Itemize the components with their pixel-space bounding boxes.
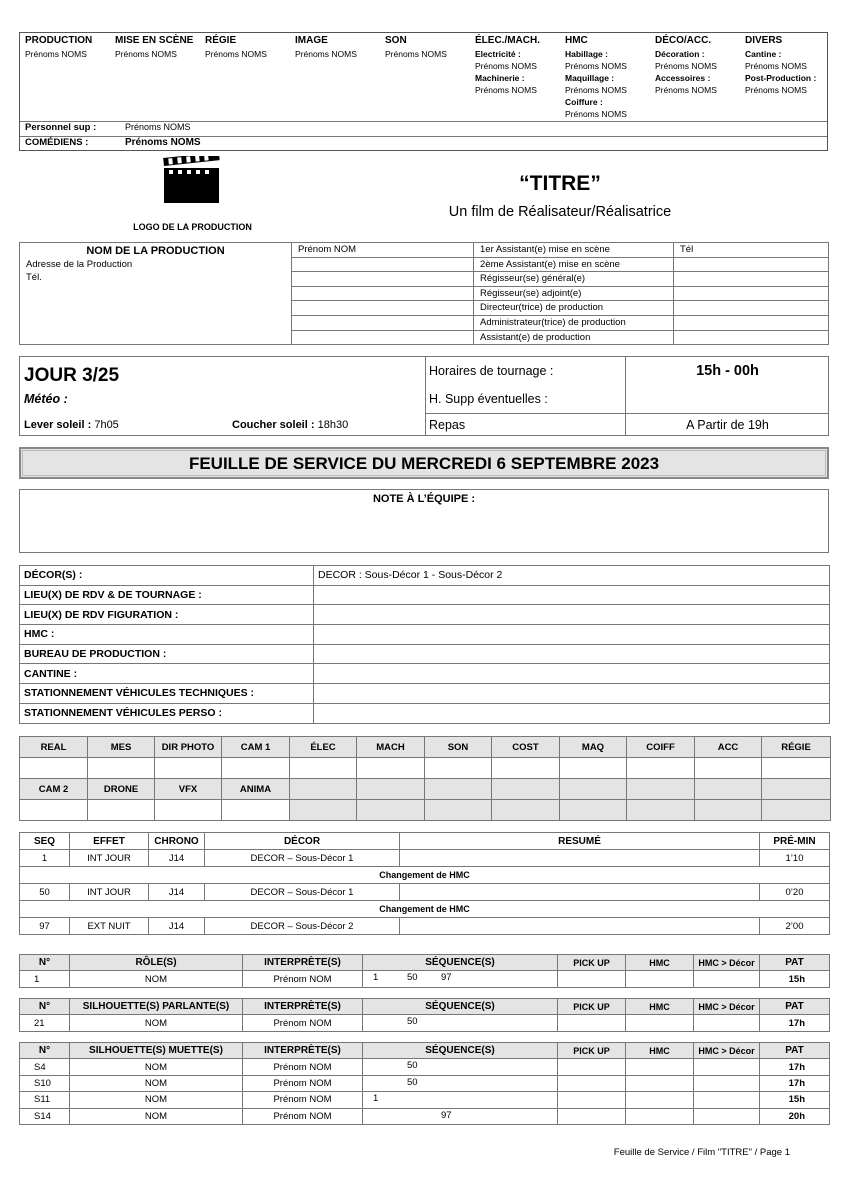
cast-column-header: RÔLE(S)	[70, 955, 243, 971]
sequences-header	[20, 833, 830, 850]
location-value	[314, 625, 830, 645]
department-call-time	[560, 758, 627, 779]
sunrise: Lever soleil : 7h05	[24, 419, 119, 431]
cast-row	[20, 1092, 830, 1108]
department-header: MACH	[357, 737, 425, 758]
cast-pickup	[558, 1092, 626, 1108]
contact-tel	[674, 257, 829, 272]
cast-pat: 17h	[760, 1015, 830, 1031]
cast-hmc-decor	[694, 1108, 760, 1124]
cast-pickup	[558, 1075, 626, 1091]
location-label: HMC :	[20, 625, 314, 645]
crew-line: Maquillage :	[565, 73, 615, 83]
location-label: LIEU(X) DE RDV FIGURATION :	[20, 605, 314, 625]
cast-actor: Prénom NOM	[243, 1092, 363, 1108]
cast-column-header: SÉQUENCE(S)	[363, 955, 558, 971]
location-value: DECOR : Sous-Décor 1 - Sous-Décor 2	[314, 566, 830, 586]
cast-row	[20, 1059, 830, 1075]
actors-value: Prénoms NOMS	[125, 137, 201, 148]
cast-sequences	[363, 1015, 558, 1031]
cast-hmc	[626, 1092, 694, 1108]
cast-sequences	[363, 1075, 558, 1091]
contact-role: Assistant(e) de production	[474, 330, 674, 345]
crew-line: Prénoms NOMS	[475, 61, 537, 71]
cast-hmc-decor	[694, 971, 760, 987]
hmc-change-row	[20, 901, 830, 918]
department-header: VFX	[155, 779, 222, 800]
department-header: ANIMA	[222, 779, 290, 800]
crew-list	[19, 32, 828, 151]
location-value	[314, 703, 830, 723]
shooting-hours: 15h - 00h	[696, 363, 759, 379]
cast-hmc-decor	[694, 1092, 760, 1108]
contact-tel	[674, 272, 829, 287]
crew-column	[655, 33, 717, 96]
department-call-time	[492, 800, 560, 821]
department-row	[20, 737, 831, 758]
sequence-chrono: J14	[149, 918, 205, 935]
sunset: Coucher soleil : 18h30	[232, 419, 349, 431]
department-header: SON	[425, 737, 492, 758]
crew-column-head: SON	[385, 35, 407, 46]
contact-name	[292, 257, 474, 272]
cast-number: 1	[20, 971, 70, 987]
crew-line: Prénoms NOMS	[565, 109, 627, 119]
sequence-chrono: J14	[149, 884, 205, 901]
contact-role: 2ème Assistant(e) mise en scène	[474, 257, 674, 272]
cast-column-header: HMC	[626, 955, 694, 971]
cast-hmc	[626, 971, 694, 987]
contact-tel	[674, 330, 829, 345]
sequence-premin: 0’20	[760, 884, 830, 901]
day-info	[19, 356, 829, 436]
departments-table	[19, 736, 831, 821]
department-header	[290, 779, 357, 800]
cast-table	[19, 998, 830, 1032]
meal-time: A Partir de 19h	[686, 418, 769, 432]
location-row	[20, 644, 830, 664]
cast-number: S4	[20, 1059, 70, 1075]
department-call-time	[222, 800, 290, 821]
crew-line: Prénoms NOMS	[295, 49, 357, 59]
department-call-row	[20, 758, 831, 779]
cast-actor: Prénom NOM	[243, 1015, 363, 1031]
crew-column	[25, 33, 92, 60]
crew-column-head: IMAGE	[295, 35, 328, 46]
location-label: STATIONNEMENT VÉHICULES PERSO :	[20, 703, 314, 723]
cast-sequence: 50	[407, 972, 418, 984]
department-call-time	[88, 800, 155, 821]
cast-role: NOM	[70, 1075, 243, 1091]
department-call-time	[762, 800, 831, 821]
crew-line: Prénoms NOMS	[475, 85, 537, 95]
weather-label: Météo :	[24, 392, 68, 406]
cast-role: NOM	[70, 971, 243, 987]
department-header	[425, 779, 492, 800]
locations-table	[19, 565, 830, 724]
production-info	[20, 243, 292, 345]
cast-sequence: 50	[407, 1016, 418, 1028]
crew-line: Prénoms NOMS	[655, 61, 717, 71]
department-call-time	[155, 758, 222, 779]
location-value	[314, 605, 830, 625]
cast-column-header: INTERPRÈTE(S)	[243, 955, 363, 971]
department-header: DIR PHOTO	[155, 737, 222, 758]
crew-column-head: PRODUCTION	[25, 35, 93, 46]
department-header: ÉLEC	[290, 737, 357, 758]
crew-column-head: HMC	[565, 35, 588, 46]
cast-column-header: PAT	[760, 955, 830, 971]
cast-actor: Prénom NOM	[243, 1059, 363, 1075]
sequence-column-header: SEQ	[20, 833, 70, 850]
crew-line: Prénoms NOMS	[115, 49, 177, 59]
department-header: DRONE	[88, 779, 155, 800]
contact-name	[292, 315, 474, 330]
cast-role: NOM	[70, 1015, 243, 1031]
location-row	[20, 684, 830, 704]
sequence-column-header: EFFET	[70, 833, 149, 850]
sequence-row	[20, 884, 830, 901]
sequence-resume	[400, 884, 760, 901]
department-header: CAM 1	[222, 737, 290, 758]
location-row	[20, 585, 830, 605]
cast-column-header: SILHOUETTE(S) PARLANTE(S)	[70, 999, 243, 1015]
location-label: LIEU(X) DE RDV & DE TOURNAGE :	[20, 585, 314, 605]
sequence-chrono: J14	[149, 850, 205, 867]
hmc-change-row	[20, 867, 830, 884]
cast-column-header: INTERPRÈTE(S)	[243, 1043, 363, 1059]
location-label: STATIONNEMENT VÉHICULES TECHNIQUES :	[20, 684, 314, 704]
sequence-decor: DECOR – Sous-Décor 2	[205, 918, 400, 935]
crew-line: Machinerie :	[475, 73, 525, 83]
cast-table	[19, 954, 830, 988]
cast-role: NOM	[70, 1092, 243, 1108]
contact-name	[292, 330, 474, 345]
team-note	[19, 489, 829, 553]
location-value	[314, 664, 830, 684]
cast-column-header: PICK UP	[558, 999, 626, 1015]
department-call-time	[222, 758, 290, 779]
department-header	[762, 779, 831, 800]
cast-pat: 15h	[760, 971, 830, 987]
cast-header	[20, 1043, 830, 1059]
cast-pat: 15h	[760, 1092, 830, 1108]
crew-line: Prénoms NOMS	[565, 85, 627, 95]
department-header	[357, 779, 425, 800]
cast-sequence: 50	[407, 1076, 418, 1088]
cast-column-header: N°	[20, 999, 70, 1015]
cast-number: S11	[20, 1092, 70, 1108]
cast-column-header: PAT	[760, 1043, 830, 1059]
contact-role: Régisseur(se) général(e)	[474, 272, 674, 287]
location-label: DÉCOR(S) :	[20, 566, 314, 586]
location-value	[314, 644, 830, 664]
cast-number: 21	[20, 1015, 70, 1031]
sequence-column-header: PRÉ-MIN	[760, 833, 830, 850]
cast-sequence: 50	[407, 1060, 418, 1072]
department-call-time	[88, 758, 155, 779]
contact-name	[292, 301, 474, 316]
contact-tel	[674, 286, 829, 301]
cast-pat: 17h	[760, 1059, 830, 1075]
cast-hmc	[626, 1015, 694, 1031]
crew-line: Prénoms NOMS	[25, 49, 87, 59]
page-footer: Feuille de Service / Film "TITRE" / Page 1	[613, 1147, 790, 1158]
sequence-column-header: RESUMÉ	[400, 833, 760, 850]
location-row	[20, 566, 830, 586]
crew-column-head: DÉCO/ACC.	[655, 35, 712, 46]
team-note-label: NOTE À L’ÉQUIPE :	[372, 493, 476, 505]
sequence-column-header: CHRONO	[149, 833, 205, 850]
department-call-time	[492, 758, 560, 779]
cast-column-header: SÉQUENCE(S)	[363, 1043, 558, 1059]
department-header	[695, 779, 762, 800]
logo-label: LOGO DE LA PRODUCTION	[133, 222, 252, 232]
cast-column-header: PICK UP	[558, 1043, 626, 1059]
extra-staff-value: Prénoms NOMS	[125, 122, 191, 132]
cast-column-header: PAT	[760, 999, 830, 1015]
location-label: CANTINE :	[20, 664, 314, 684]
cast-sequences	[363, 1108, 558, 1124]
cast-pickup	[558, 1108, 626, 1124]
department-call-time	[695, 758, 762, 779]
department-header: REAL	[20, 737, 88, 758]
film-subtitle: Un film de Réalisateur/Réalisatrice	[448, 204, 672, 220]
crew-column	[475, 33, 540, 96]
cast-hmc-decor	[694, 1015, 760, 1031]
crew-line: Electricité :	[475, 49, 521, 59]
department-header: COIFF	[627, 737, 695, 758]
department-header: RÉGIE	[762, 737, 831, 758]
contact-tel	[674, 301, 829, 316]
department-call-time	[695, 800, 762, 821]
sequence-effet: INT JOUR	[70, 884, 149, 901]
sequence-decor: DECOR – Sous-Décor 1	[205, 884, 400, 901]
department-call-time	[425, 758, 492, 779]
cast-hmc-decor	[694, 1059, 760, 1075]
cast-row	[20, 1015, 830, 1031]
department-header: ACC	[695, 737, 762, 758]
cast-number: S14	[20, 1108, 70, 1124]
production-address: Adresse de la Production	[26, 259, 133, 270]
crew-line: Prénoms NOMS	[745, 61, 807, 71]
location-label: BUREAU DE PRODUCTION :	[20, 644, 314, 664]
cast-sequence: 97	[441, 972, 452, 984]
cast-role: NOM	[70, 1108, 243, 1124]
contact-role: 1er Assistant(e) mise en scène	[474, 243, 674, 258]
crew-line: Accessoires :	[655, 73, 711, 83]
cast-pat: 20h	[760, 1108, 830, 1124]
location-value	[314, 585, 830, 605]
crew-column-head: RÉGIE	[205, 35, 237, 46]
sequences-table	[19, 832, 830, 935]
crew-line: Prénoms NOMS	[205, 49, 267, 59]
contact-tel	[674, 315, 829, 330]
cast-pickup	[558, 1059, 626, 1075]
production-tel: Tél.	[26, 272, 42, 283]
cast-column-header: PICK UP	[558, 955, 626, 971]
crew-column	[205, 33, 267, 60]
production-name: NOM DE LA PRODUCTION	[86, 245, 225, 257]
department-call-time	[627, 800, 695, 821]
department-header: MAQ	[560, 737, 627, 758]
cast-column-header: HMC	[626, 1043, 694, 1059]
cast-header	[20, 955, 830, 971]
cast-column-header: HMC > Décor	[694, 1043, 760, 1059]
department-call-time	[155, 800, 222, 821]
department-call-time	[762, 758, 831, 779]
department-call-time	[290, 758, 357, 779]
extra-staff-label: Personnel sup :	[25, 122, 97, 133]
production-table	[19, 242, 829, 345]
location-value	[314, 684, 830, 704]
sequence-premin: 2’00	[760, 918, 830, 935]
cast-table	[19, 1042, 830, 1125]
cast-column-header: HMC	[626, 999, 694, 1015]
location-row	[20, 664, 830, 684]
department-call-time	[425, 800, 492, 821]
shooting-hours-label: Horaires de tournage :	[429, 364, 554, 378]
production-row	[20, 243, 829, 258]
crew-line: Décoration :	[655, 49, 705, 59]
crew-column-head: ÉLEC./MACH.	[475, 35, 540, 46]
sequence-resume	[400, 918, 760, 935]
cast-column-header: HMC > Décor	[694, 999, 760, 1015]
cast-header	[20, 999, 830, 1015]
cast-column-header: INTERPRÈTE(S)	[243, 999, 363, 1015]
cast-hmc-decor	[694, 1075, 760, 1091]
cast-actor: Prénom NOM	[243, 971, 363, 987]
location-row	[20, 703, 830, 723]
crew-column-head: MISE EN SCÈNE	[115, 35, 194, 46]
department-header	[492, 779, 560, 800]
location-row	[20, 605, 830, 625]
department-call-time	[357, 800, 425, 821]
actors-label: COMÉDIENS :	[25, 137, 89, 148]
meal-label: Repas	[429, 418, 466, 432]
sequence-seq: 50	[20, 884, 70, 901]
clapperboard-icon	[163, 156, 221, 204]
contact-role: Régisseur(se) adjoint(e)	[474, 286, 674, 301]
sequence-seq: 1	[20, 850, 70, 867]
department-header	[627, 779, 695, 800]
cast-sequences	[363, 971, 558, 987]
sequence-seq: 97	[20, 918, 70, 935]
department-call-time	[627, 758, 695, 779]
cast-hmc	[626, 1059, 694, 1075]
cast-column-header: N°	[20, 1043, 70, 1059]
cast-column-header: SÉQUENCE(S)	[363, 999, 558, 1015]
cast-actor: Prénom NOM	[243, 1075, 363, 1091]
cast-column-header: SILHOUETTE(S) MUETTE(S)	[70, 1043, 243, 1059]
contact-role: Administrateur(trice) de production	[474, 315, 674, 330]
day-number: JOUR 3/25	[24, 365, 120, 386]
cast-pat: 17h	[760, 1075, 830, 1091]
sequence-premin: 1’10	[760, 850, 830, 867]
crew-column	[565, 33, 627, 120]
crew-line: Prénoms NOMS	[745, 85, 807, 95]
film-title: “TITRE”	[519, 172, 601, 195]
cast-column-header: N°	[20, 955, 70, 971]
overtime-label: H. Supp éventuelles :	[429, 392, 548, 406]
sequence-effet: EXT NUIT	[70, 918, 149, 935]
crew-line: Prénoms NOMS	[385, 49, 447, 59]
cast-row	[20, 971, 830, 987]
cast-pickup	[558, 1015, 626, 1031]
crew-line: Coiffure :	[565, 97, 603, 107]
sequence-effet: INT JOUR	[70, 850, 149, 867]
sequence-resume	[400, 850, 760, 867]
contact-name: Prénom NOM	[292, 243, 474, 258]
cast-actor: Prénom NOM	[243, 1108, 363, 1124]
cast-pickup	[558, 971, 626, 987]
department-header: CAM 2	[20, 779, 88, 800]
department-row	[20, 779, 831, 800]
contact-name	[292, 286, 474, 301]
department-call-row	[20, 800, 831, 821]
hmc-change-label: Changement de HMC	[20, 901, 830, 918]
cast-sequences	[363, 1092, 558, 1108]
crew-column	[295, 33, 357, 60]
department-call-time	[357, 758, 425, 779]
department-call-time	[290, 800, 357, 821]
department-call-time	[560, 800, 627, 821]
crew-column	[385, 33, 447, 60]
department-call-time	[20, 800, 88, 821]
crew-column	[115, 33, 193, 60]
crew-line: Post-Production :	[745, 73, 817, 83]
department-header: COST	[492, 737, 560, 758]
crew-line: Cantine :	[745, 49, 782, 59]
sequence-row	[20, 850, 830, 867]
department-header	[560, 779, 627, 800]
crew-column-head: DIVERS	[745, 35, 783, 46]
contact-name	[292, 272, 474, 287]
cast-row	[20, 1075, 830, 1091]
crew-line: Prénoms NOMS	[655, 85, 717, 95]
hmc-change-label: Changement de HMC	[20, 867, 830, 884]
cast-role: NOM	[70, 1059, 243, 1075]
call-sheet-header	[19, 447, 829, 479]
sequence-decor: DECOR – Sous-Décor 1	[205, 850, 400, 867]
cast-sequence: 1	[373, 972, 379, 984]
cast-row	[20, 1108, 830, 1124]
crew-line: Habillage :	[565, 49, 608, 59]
cast-hmc	[626, 1108, 694, 1124]
crew-line: Prénoms NOMS	[565, 61, 627, 71]
department-call-time	[20, 758, 88, 779]
call-sheet-date: FEUILLE DE SERVICE DU MERCREDI 6 SEPTEMBRE 2023	[188, 454, 660, 473]
contact-role: Directeur(trice) de production	[474, 301, 674, 316]
cast-sequence: 97	[441, 1109, 452, 1121]
department-header: MES	[88, 737, 155, 758]
cast-sequences	[363, 1059, 558, 1075]
cast-sequence: 1	[373, 1093, 379, 1105]
sequence-column-header: DÉCOR	[205, 833, 400, 850]
cast-number: S10	[20, 1075, 70, 1091]
sequence-row	[20, 918, 830, 935]
crew-column	[745, 33, 816, 96]
cast-hmc	[626, 1075, 694, 1091]
contact-tel: Tél	[674, 243, 829, 258]
cast-column-header: HMC > Décor	[694, 955, 760, 971]
location-row	[20, 625, 830, 645]
